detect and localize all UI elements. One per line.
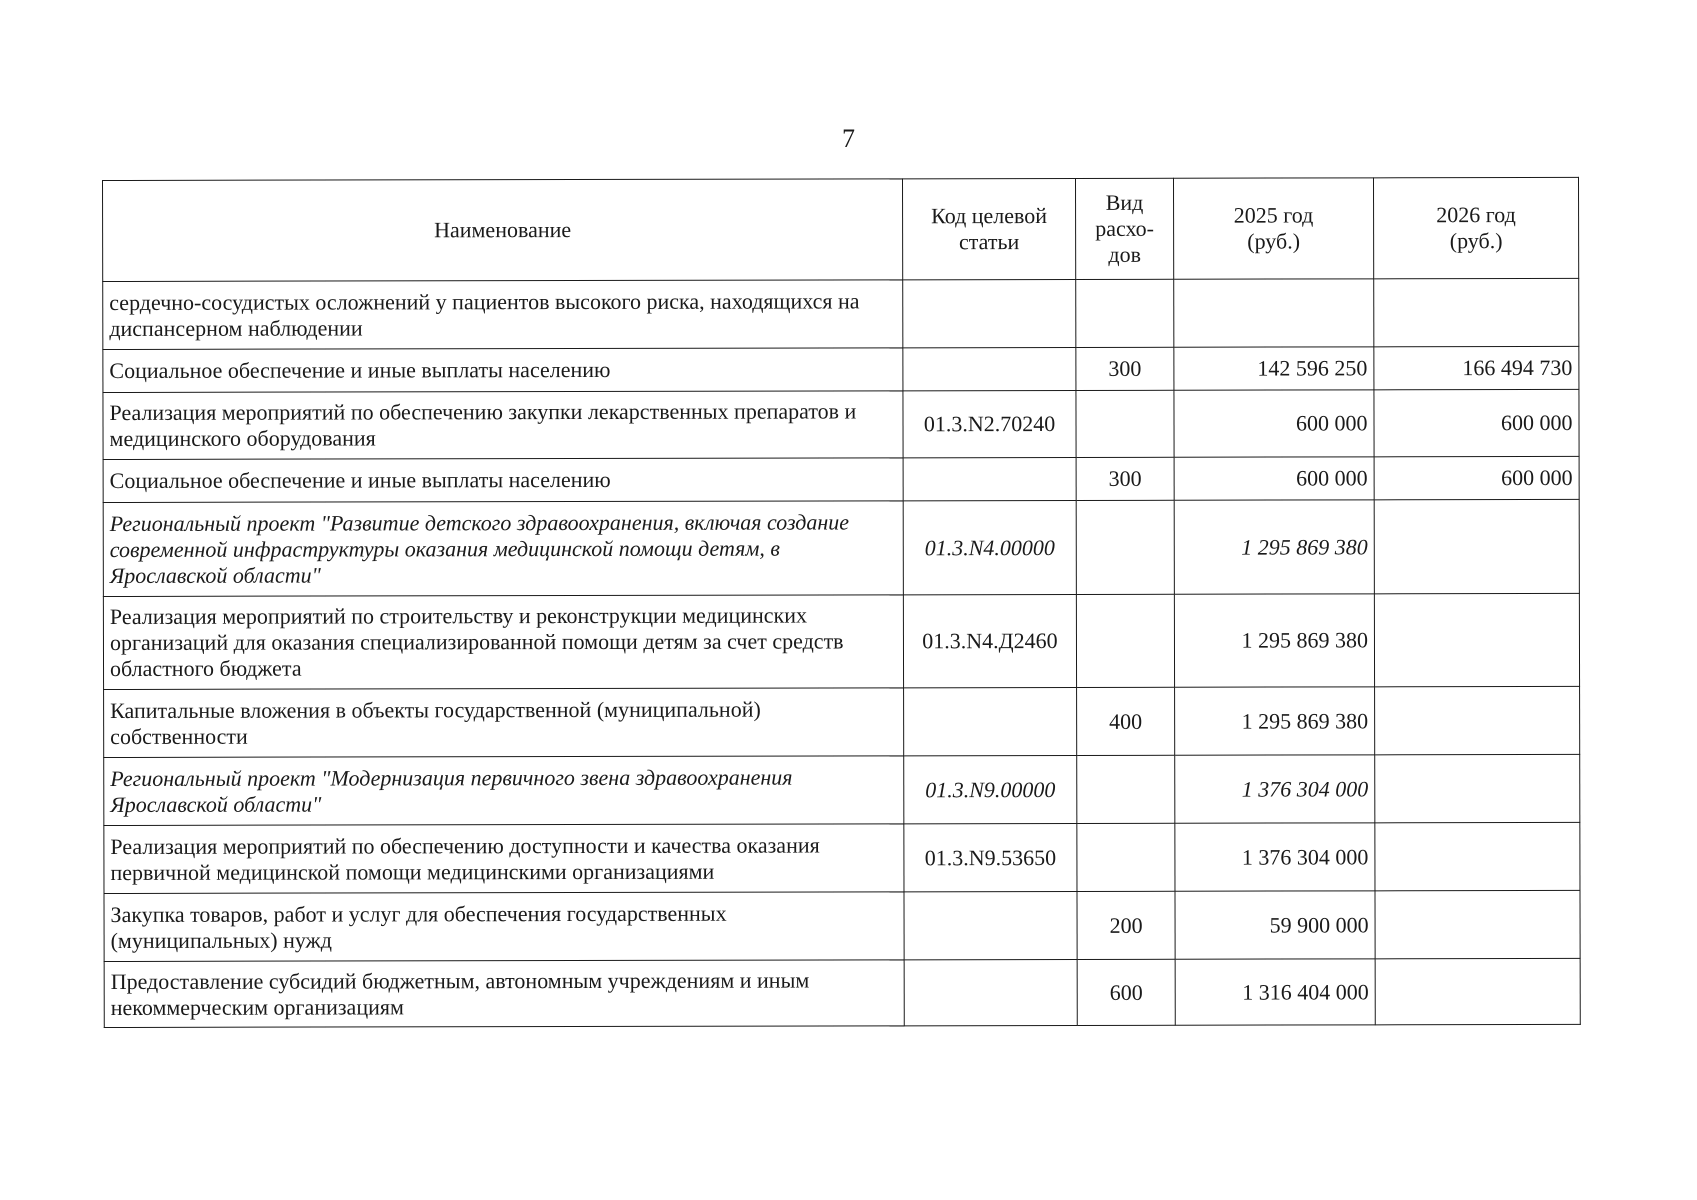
row-2025-cell: 1 295 869 380 [1175,687,1375,755]
row-2026-cell [1375,686,1580,754]
row-name-cell: Капитальные вложения в объекты государственной (муниципальной) собственности [104,688,904,758]
row-kind-cell: 300 [1076,347,1174,390]
header-kind [1075,178,1173,279]
row-kind-cell: 200 [1077,891,1175,959]
row-2025-cell: 1 316 404 000 [1175,959,1375,1025]
row-code-cell: 01.3.N9.53650 [904,823,1077,891]
header-code-text: Код целевой статьи [931,203,1048,255]
row-2026-cell [1374,499,1579,593]
row-2025-cell: 1 295 869 380 [1174,500,1374,594]
header-2026-text: 2026 год (руб.) [1436,202,1516,254]
table-row [104,754,1580,825]
row-2026-cell: 600 000 [1374,456,1579,499]
table-row [104,958,1580,1027]
row-2025-cell: 1 376 304 000 [1175,823,1375,891]
table-row [103,389,1579,459]
row-code-cell [904,687,1077,755]
row-2026-cell: 166 494 730 [1374,346,1579,389]
row-2026-cell [1375,754,1580,822]
row-kind-cell [1077,823,1175,891]
row-kind-cell [1076,390,1174,457]
header-2025-text: 2025 год (руб.) [1233,202,1314,254]
row-kind-cell: 400 [1077,687,1175,755]
row-2026-cell [1374,593,1579,686]
row-code-cell [903,457,1076,500]
row-kind-cell: 300 [1076,457,1174,500]
header-2026 [1373,177,1578,278]
row-code-cell: 01.3.N2.70240 [903,390,1076,457]
table-row [104,890,1580,961]
row-code-cell [903,347,1076,390]
row-code-cell [904,959,1077,1025]
row-2025-cell: 59 900 000 [1175,891,1375,959]
table-row [103,593,1579,689]
table-header [103,177,1579,281]
table-row [104,822,1580,893]
header-kind-text: Вид расхо-дов [1095,189,1154,267]
row-name-cell: Социальное обеспечение и иные выплаты населению [103,458,903,503]
row-code-cell: 01.3.N9.00000 [904,755,1077,823]
header-2025 [1173,178,1373,279]
table-body [103,278,1581,1027]
table-row [104,686,1580,757]
row-2025-cell: 600 000 [1174,457,1374,500]
header-code [902,178,1075,279]
row-2026-cell: 600 000 [1374,389,1579,456]
row-kind-cell [1076,279,1174,347]
row-kind-cell [1076,500,1174,594]
row-name-cell: Предоставление субсидий бюджетным, автономным учреждениям и иным некоммерческим организациям [104,960,904,1028]
row-2026-cell [1375,822,1580,890]
row-name-cell: Региональный проект "Модернизация первичного звена здравоохранения Ярославской области" [104,756,904,826]
row-name-cell: Реализация мероприятий по строительству и реконструкции медицинских организаций для оказания специализированной помощи детям за счет средств областного бюджета [103,595,903,690]
row-2025-cell: 1 376 304 000 [1175,755,1375,823]
row-kind-cell [1077,755,1175,823]
row-name-cell: Социальное обеспечение и иные выплаты населению [103,348,903,393]
row-code-cell: 01.3.N4.Д2460 [903,594,1076,687]
row-kind-cell: 600 [1077,959,1175,1025]
row-2025-cell: 600 000 [1174,390,1374,457]
row-name-cell: Реализация мероприятий по обеспечению закупки лекарственных препаратов и медицинского оборудования [103,391,903,460]
page-number: 7 [842,124,855,153]
row-2026-cell [1375,890,1580,958]
row-kind-cell [1076,594,1174,687]
table-row [103,278,1579,349]
row-code-cell [903,279,1076,347]
row-2025-cell [1174,279,1374,347]
row-name-cell: Реализация мероприятий по обеспечению доступности и качества оказания первичной медицинской помощи медицинскими организациями [104,824,904,894]
row-2025-cell: 1 295 869 380 [1174,594,1374,687]
row-name-cell: сердечно-сосудистых осложнений у пациентов высокого риска, находящихся на диспансерном наблюдении [103,280,903,350]
row-code-cell [904,891,1077,959]
table-row [103,346,1579,392]
budget-table [102,177,1581,1028]
row-2026-cell [1375,958,1580,1024]
table-row [103,456,1579,502]
row-name-cell: Региональный проект "Развитие детского здравоохранения, включая создание современной инфраструктуры оказания медицинской помощи детям, в Ярославской области" [103,501,903,597]
header-name: Наименование [103,179,903,282]
table-row [103,499,1579,596]
row-2025-cell: 142 596 250 [1174,347,1374,390]
row-name-cell: Закупка товаров, работ и услуг для обеспечения государственных (муниципальных) нужд [104,892,904,962]
row-2026-cell [1374,278,1579,346]
row-code-cell: 01.3.N4.00000 [903,500,1076,594]
